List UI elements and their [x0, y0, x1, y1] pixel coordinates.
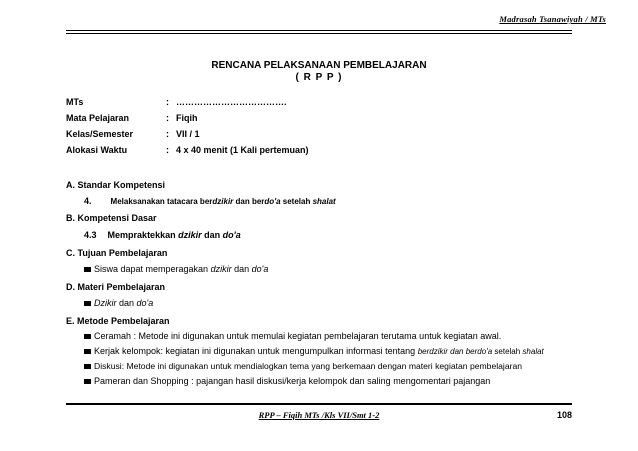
method-item-kelompok [84, 346, 544, 356]
info-value-mts: ………………………………. [176, 97, 287, 107]
info-colon: : [166, 129, 169, 139]
info-label-time: Alokasi Waktu [66, 145, 128, 155]
bullet-icon [84, 349, 91, 354]
section-a-term: do'a [264, 197, 281, 206]
section-b-content [84, 230, 241, 240]
method-term: berdzikir dan berdo'a [417, 347, 493, 356]
method-item-pameran [84, 376, 490, 386]
section-b-number: 4.3 [84, 230, 97, 240]
section-d-item [84, 298, 153, 308]
info-colon: : [166, 145, 169, 155]
footer-text: RPP – Fiqih MTs /Kls VII/Smt 1-2 [258, 410, 380, 420]
info-value-time: 4 x 40 menit (1 Kali pertemuan) [176, 145, 309, 155]
header-institution: Madrasah Tsanawiyah / MTs [499, 14, 606, 24]
section-c-text: Siswa dapat memperagakan [94, 264, 211, 274]
header-rule [66, 30, 572, 34]
page-number: 108 [556, 410, 572, 420]
info-label-subject: Mata Pelajaran [66, 113, 130, 123]
bullet-icon [84, 267, 91, 272]
method-item-ceramah [84, 331, 501, 341]
method-text: Pameran dan Shopping : pajangan hasil diskusi/kerja kelompok dan saling mengomentari pajangan [94, 376, 491, 386]
method-text: Kerjak kelompok: kegiatan ini digunakan untuk mengumpulkan informasi tentang [94, 346, 418, 356]
section-b-heading: B. Kompetensi Dasar [66, 213, 157, 223]
footer-rule [66, 403, 572, 405]
section-d-term: Dzikir [94, 298, 117, 308]
info-colon: : [166, 97, 169, 107]
info-value-class: VII / 1 [176, 129, 200, 139]
section-c-term: dzikir [210, 264, 232, 274]
bullet-icon [84, 301, 91, 306]
section-a-text: Melaksanakan tatacara ber [110, 197, 213, 206]
section-c-heading: C. Tujuan Pembelajaran [66, 248, 168, 258]
section-a-text: dan ber [233, 197, 265, 206]
section-e-heading: E. Metode Pembelajaran [66, 316, 170, 326]
method-term: shalat [522, 347, 544, 356]
doc-title: RENCANA PELAKSANAAN PEMBELAJARAN [211, 60, 427, 71]
section-a-heading: A. Standar Kompetensi [66, 180, 166, 190]
section-d-text: dan [116, 298, 137, 308]
section-a-text: setelah [280, 197, 313, 206]
section-b-term: dzikir [178, 230, 202, 240]
bullet-icon [84, 364, 91, 369]
section-b-text: dan [201, 230, 223, 240]
section-a-term: dzikir [212, 197, 234, 206]
section-c-text: dan [231, 264, 252, 274]
section-b-term: do'a [222, 230, 241, 240]
section-d-term: do'a [136, 298, 154, 308]
info-label-mts: MTs [66, 97, 84, 107]
section-a-term: shalat [312, 197, 336, 206]
info-colon: : [166, 113, 169, 123]
section-a-number: 4. [84, 196, 92, 206]
doc-subtitle: ( R P P ) [295, 72, 343, 83]
section-c-item [84, 264, 268, 274]
section-d-heading: D. Materi Pembelajaran [66, 282, 166, 292]
method-text: Diskusi: Metode ini digunakan untuk mendialogkan tema yang berkemaan dengan materi kegiatan pembelajaran [94, 361, 523, 371]
method-text: Ceramah : Metode ini digunakan untuk memulai kegiatan pembelajaran terutama untuk kegiatan awal. [94, 331, 502, 341]
section-c-term: do'a [251, 264, 269, 274]
info-label-class: Kelas/Semester [66, 129, 134, 139]
bullet-icon [84, 379, 91, 384]
bullet-icon [84, 334, 91, 339]
method-text: setelah [492, 347, 523, 356]
method-item-diskusi [84, 361, 522, 371]
section-a-content [84, 196, 336, 206]
section-b-text: Mempraktekkan [107, 230, 179, 240]
info-value-subject: Fiqih [176, 113, 198, 123]
